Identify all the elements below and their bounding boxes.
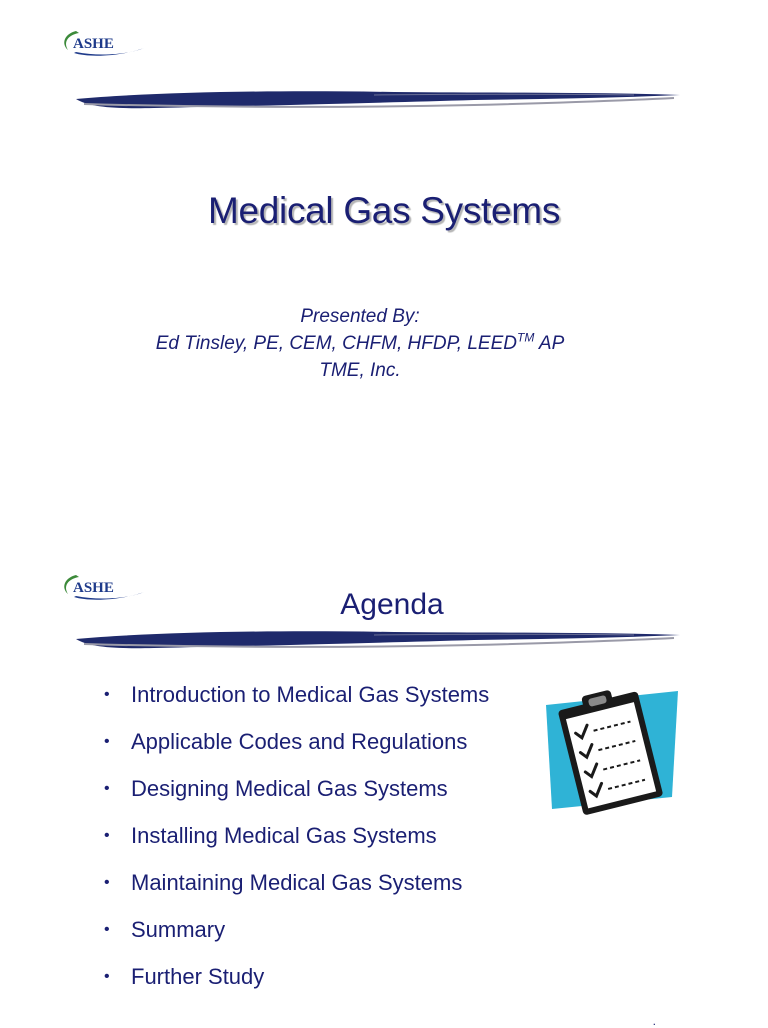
agenda-list <box>104 680 489 1009</box>
brush-stroke-divider <box>74 626 682 654</box>
slide-title: Medical Gas Systems <box>207 190 561 231</box>
ashe-logo-text: ASHE <box>73 580 114 596</box>
presenter-suffix: AP <box>534 333 565 354</box>
clipboard-checklist-icon <box>542 685 682 815</box>
presenter-block <box>0 303 720 384</box>
presenter-credentials <box>0 330 720 357</box>
agenda-item: • Introduction to Medical Gas Systems <box>104 680 489 727</box>
agenda-item: • Applicable Codes and Regulations <box>104 727 489 774</box>
agenda-item: • Further Study <box>104 962 489 1009</box>
agenda-item: • Summary <box>104 915 489 962</box>
ashe-logo <box>60 26 150 60</box>
company-name: TME, Inc. <box>319 360 401 381</box>
agenda-item: • Designing Medical Gas Systems <box>104 774 489 821</box>
trademark-superscript: TM <box>517 330 535 345</box>
agenda-title: Agenda <box>340 588 444 621</box>
page-number-mark: . <box>652 1014 656 1028</box>
ashe-logo-text: ASHE <box>73 36 114 52</box>
title-slide <box>0 0 768 512</box>
presenter-name: Ed Tinsley, PE, CEM, CHFM, HFDP, LEED <box>155 333 517 354</box>
agenda-slide <box>0 540 768 1028</box>
agenda-item: • Installing Medical Gas Systems <box>104 821 489 868</box>
presented-by-label: Presented By: <box>300 306 420 327</box>
agenda-item: • Maintaining Medical Gas Systems <box>104 868 489 915</box>
brush-stroke-divider <box>74 86 682 114</box>
